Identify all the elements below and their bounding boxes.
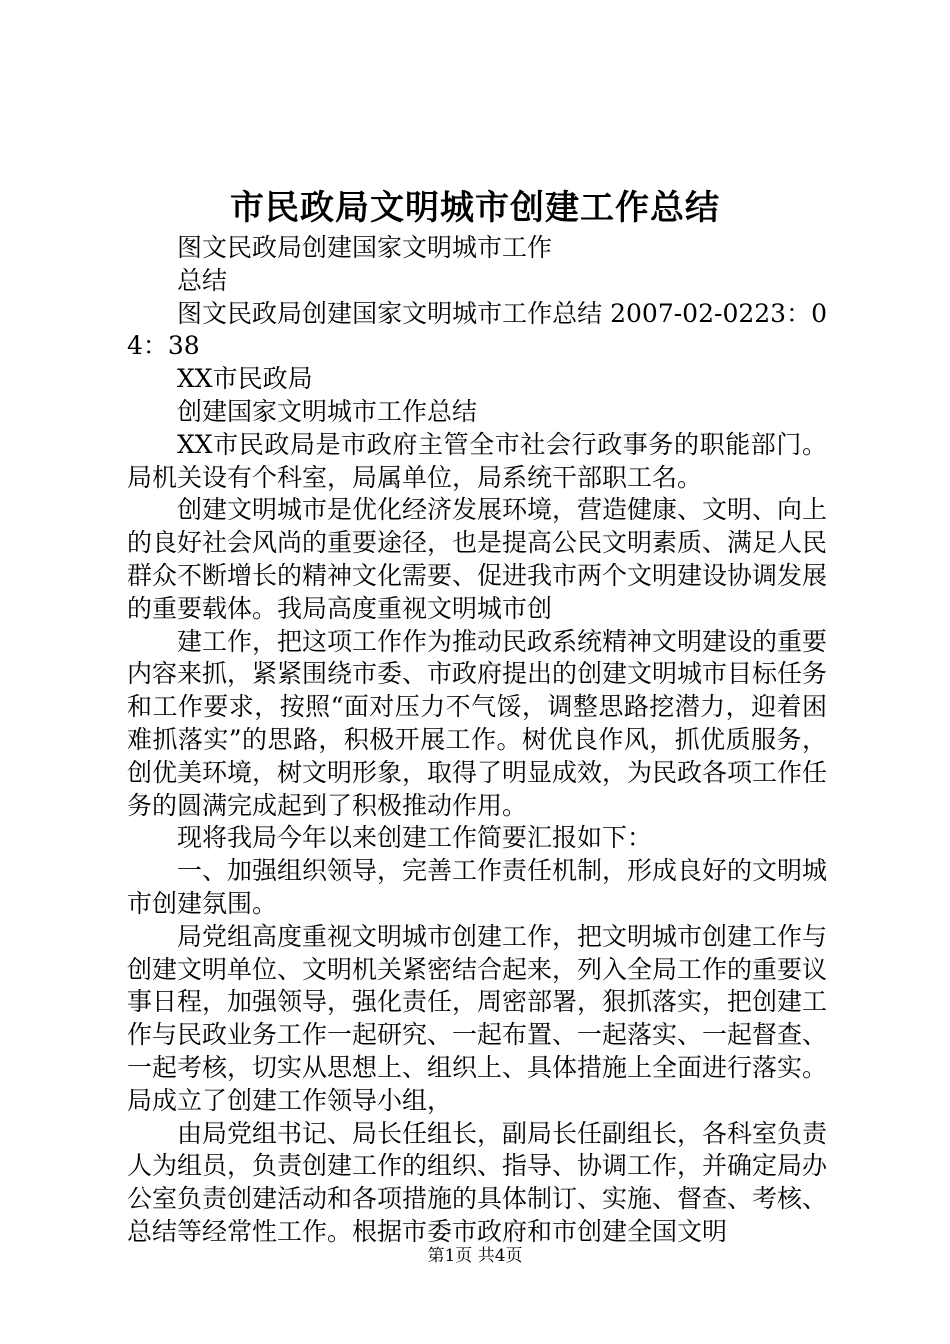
paragraph: 局党组高度重视文明城市创建工作，把文明城市创建工作与创建文明单位、文明机关紧密结合起来，列入全局工作的重要议事日程，加强领导，强化责任，周密部署，狠抓落实，把创建工作与民政业务工作一起研究、一起布置、一起落实、一起督查、一起考核，切实从思想上、组织上、具体措施上全面进行落实。局成立了创建工作领导小组， — [127, 921, 828, 1115]
paragraph: 图文民政局创建国家文明城市工作 — [177, 233, 553, 262]
page-footer — [0, 1244, 950, 1268]
paragraph: 一、加强组织领导，完善工作责任机制，形成良好的文明城市创建氛围。 — [127, 856, 828, 918]
paragraph: 图文民政局创建国家文明城市工作总结 2007-02-0223：04：38 — [127, 298, 827, 361]
paragraph: 创建国家文明城市工作总结 — [177, 396, 478, 426]
document-title: 市民政局文明城市创建工作总结 — [230, 188, 720, 228]
paragraph: 现将我局今年以来创建工作简要汇报如下： — [177, 823, 653, 853]
document-body — [127, 232, 827, 1249]
page-number: 第1页 — [427, 1246, 473, 1266]
page-total: 共4页 — [477, 1246, 523, 1266]
paragraph: 总结 — [177, 265, 228, 295]
paragraph: XX市民政局是市政府主管全市社会行政事务的职能部门。局机关设有个科室，局属单位，局系统干部职工名。 — [127, 429, 827, 492]
paragraph: 由局党组书记、局长任组长，副局长任副组长，各科室负责人为组员，负责创建工作的组织、指导、协调工作，并确定局办公室负责创建活动和各项措施的具体制订、实施、督查、考核、总结等经常性工作。根据市委市政府和市创建全国文明 — [127, 1118, 828, 1246]
paragraph: 建工作，把这项工作作为推动民政系统精神文明建设的重要内容来抓，紧紧围绕市委、市政府提出的创建文明城市目标任务和工作要求，按照“面对压力不气馁，调整思路挖潜力，迎着困难抓落实”的思路，积极开展工作。树优良作风，抓优质服务，创优美环境，树文明形象，取得了明显成效，为民政各项工作任务的圆满完成起到了积极推动作用。 — [127, 626, 828, 820]
paragraph: 创建文明城市是优化经济发展环境，营造健康、文明、向上的良好社会风尚的重要途径，也是提高公民文明素质、满足人民群众不断增长的精神文化需要、促进我市两个文明建设协调发展的重要载体。我局高度重视文明城市创 — [127, 495, 828, 623]
paragraph: XX市民政局 — [177, 364, 313, 394]
